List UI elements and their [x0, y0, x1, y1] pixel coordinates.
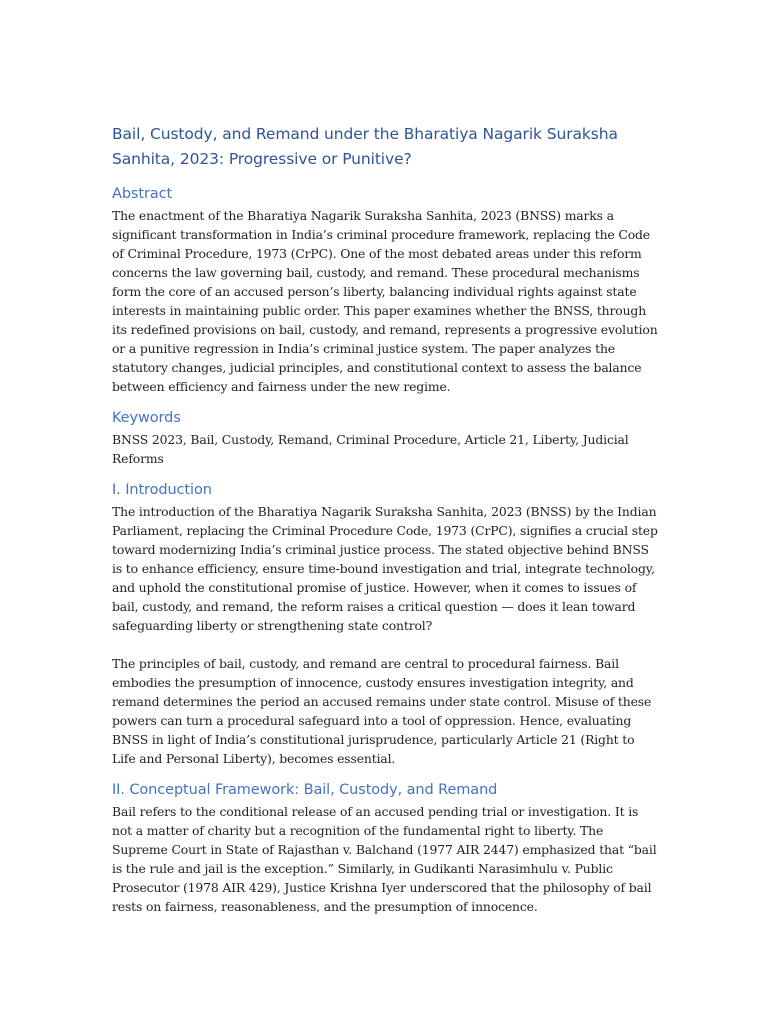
section-conceptual-framework — [112, 780, 660, 916]
paragraph-spacer — [112, 635, 660, 654]
section-introduction — [112, 480, 660, 768]
document-page — [112, 122, 660, 928]
section-abstract — [112, 184, 660, 396]
section-heading-introduction: I. Introduction — [112, 482, 212, 498]
section-heading-abstract: Abstract — [112, 186, 173, 202]
section-heading-conceptual-framework: II. Conceptual Framework: Bail, Custody, and Remand — [112, 782, 498, 798]
section-heading-keywords: Keywords — [112, 410, 181, 426]
introduction-paragraph-2: The principles of bail, custody, and remand are central to procedural fairness. Bail embodies the presumption of innocence, custody ensures investigation integrity, and remand determines the period an accused remains under state control. Misuse of these powers can turn a procedural safeguard into a tool of oppression. Hence, evaluating BNSS in light of India’s constitutional jurisprudence, particularly Article 21 (Right to Life and Personal Liberty), becomes essential. — [112, 656, 652, 766]
conceptual-framework-paragraph: Bail refers to the conditional release of an accused pending trial or investigation. It is not a matter of charity but a recognition of the fundamental right to liberty. The Supreme Court in State of Rajasthan v. Balchand (1977 AIR 2447) emphasized that “bail is the rule and jail is the exception.” Similarly, in Gudikanti Narasimhulu v. Public Prosecutor (1978 AIR 429), Justice Krishna Iyer underscored that the philosophy of bail rests on fairness, reasonableness, and the presumption of innocence. — [112, 804, 657, 914]
paper-title: Bail, Custody, and Remand under the Bharatiya Nagarik Suraksha Sanhita, 2023: Progressive or Punitive? — [112, 125, 618, 168]
abstract-paragraph: The enactment of the Bharatiya Nagarik Suraksha Sanhita, 2023 (BNSS) marks a significant transformation in India’s criminal procedure framework, replacing the Code of Criminal Procedure, 1973 (CrPC). One of the most debated areas under this reform concerns the law governing bail, custody, and remand. These procedural mechanisms form the core of an accused person’s liberty, balancing individual rights against state interests in maintaining public order. This paper examines whether the BNSS, through its redefined provisions on bail, custody, and remand, represents a progressive evolution or a punitive regression in India’s criminal justice system. The paper analyzes the statutory changes, judicial principles, and constitutional context to assess the balance between efficiency and fairness under the new regime. — [112, 208, 658, 394]
introduction-paragraph-1: The introduction of the Bharatiya Nagarik Suraksha Sanhita, 2023 (BNSS) by the Indian Parliament, replacing the Criminal Procedure Code, 1973 (CrPC), signifies a crucial step toward modernizing India’s criminal justice process. The stated objective behind BNSS is to enhance efficiency, ensure time-bound investigation and trial, integrate technology, and uphold the constitutional promise of justice. However, when it comes to issues of bail, custody, and remand, the reform raises a critical question — does it lean toward safeguarding liberty or strengthening state control? — [112, 504, 658, 633]
section-keywords — [112, 408, 660, 468]
keywords-paragraph: BNSS 2023, Bail, Custody, Remand, Criminal Procedure, Article 21, Liberty, Judicial Reforms — [112, 432, 629, 466]
